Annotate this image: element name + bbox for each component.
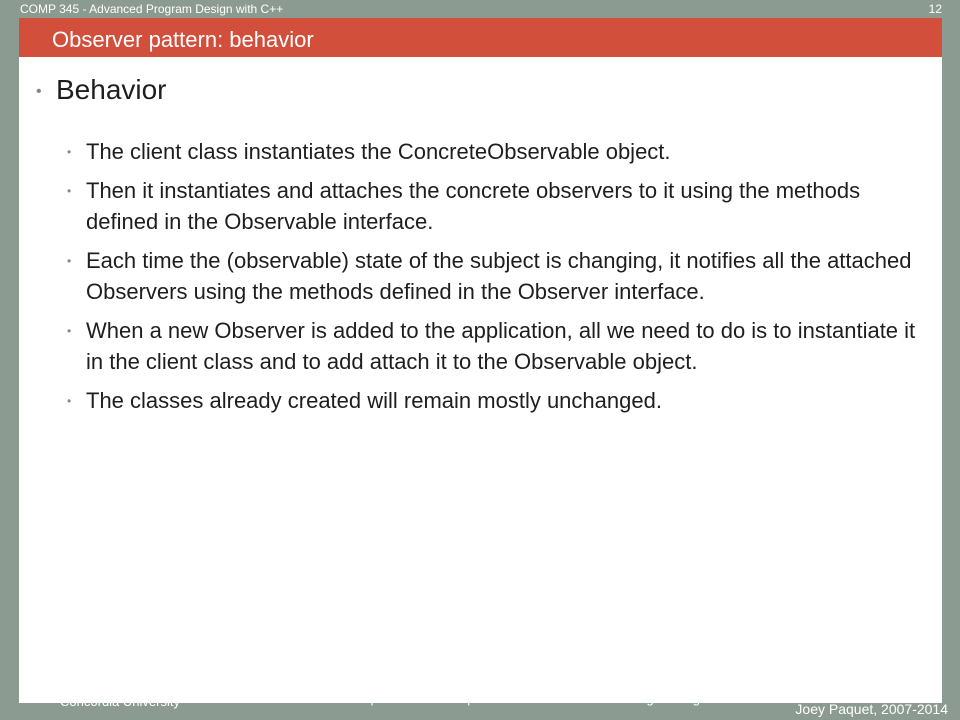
slide-number: 12 bbox=[928, 2, 942, 16]
title-bar bbox=[19, 18, 942, 57]
slide-title: Observer pattern: behavior bbox=[52, 27, 314, 52]
list-item bbox=[36, 385, 926, 417]
list-item bbox=[36, 175, 926, 238]
footer-author: Joey Paquet, 2007-2014 bbox=[795, 701, 948, 717]
bullet-icon: • bbox=[67, 145, 72, 159]
list-item-text: Then it instantiates and attaches the concrete observers to it using the methods defined in the Observable interface. bbox=[86, 177, 861, 234]
heading-text: Behavior bbox=[56, 74, 167, 105]
list-item-text: The classes already created will remain mostly unchanged. bbox=[86, 387, 662, 413]
list-item-text: When a new Observer is added to the application, all we need to do is to instantiate it in the client class and to add attach it to the Observable object. bbox=[86, 317, 916, 374]
bullet-icon: • bbox=[67, 253, 72, 268]
bullet-icon: • bbox=[36, 83, 42, 100]
footer-department: Department of Computer Science and Software Engineering bbox=[353, 691, 700, 706]
list-item-text: Each time the (observable) state of the subject is changing, it notifies all the attached Observers using the methods defined in the Observer interface. bbox=[86, 247, 912, 304]
bullet-icon: • bbox=[67, 183, 72, 198]
list-item bbox=[36, 245, 926, 308]
list-item bbox=[36, 136, 926, 168]
list-item bbox=[36, 315, 926, 378]
slide-content bbox=[36, 72, 926, 423]
bullet-icon: • bbox=[67, 323, 72, 338]
course-header: COMP 345 - Advanced Program Design with C++ bbox=[20, 2, 284, 16]
footer-university: Concordia University bbox=[60, 694, 180, 709]
heading-bullet bbox=[36, 72, 926, 108]
bullet-icon: • bbox=[67, 393, 72, 408]
list-item-text: The client class instantiates the ConcreteObservable object. bbox=[86, 139, 671, 164]
